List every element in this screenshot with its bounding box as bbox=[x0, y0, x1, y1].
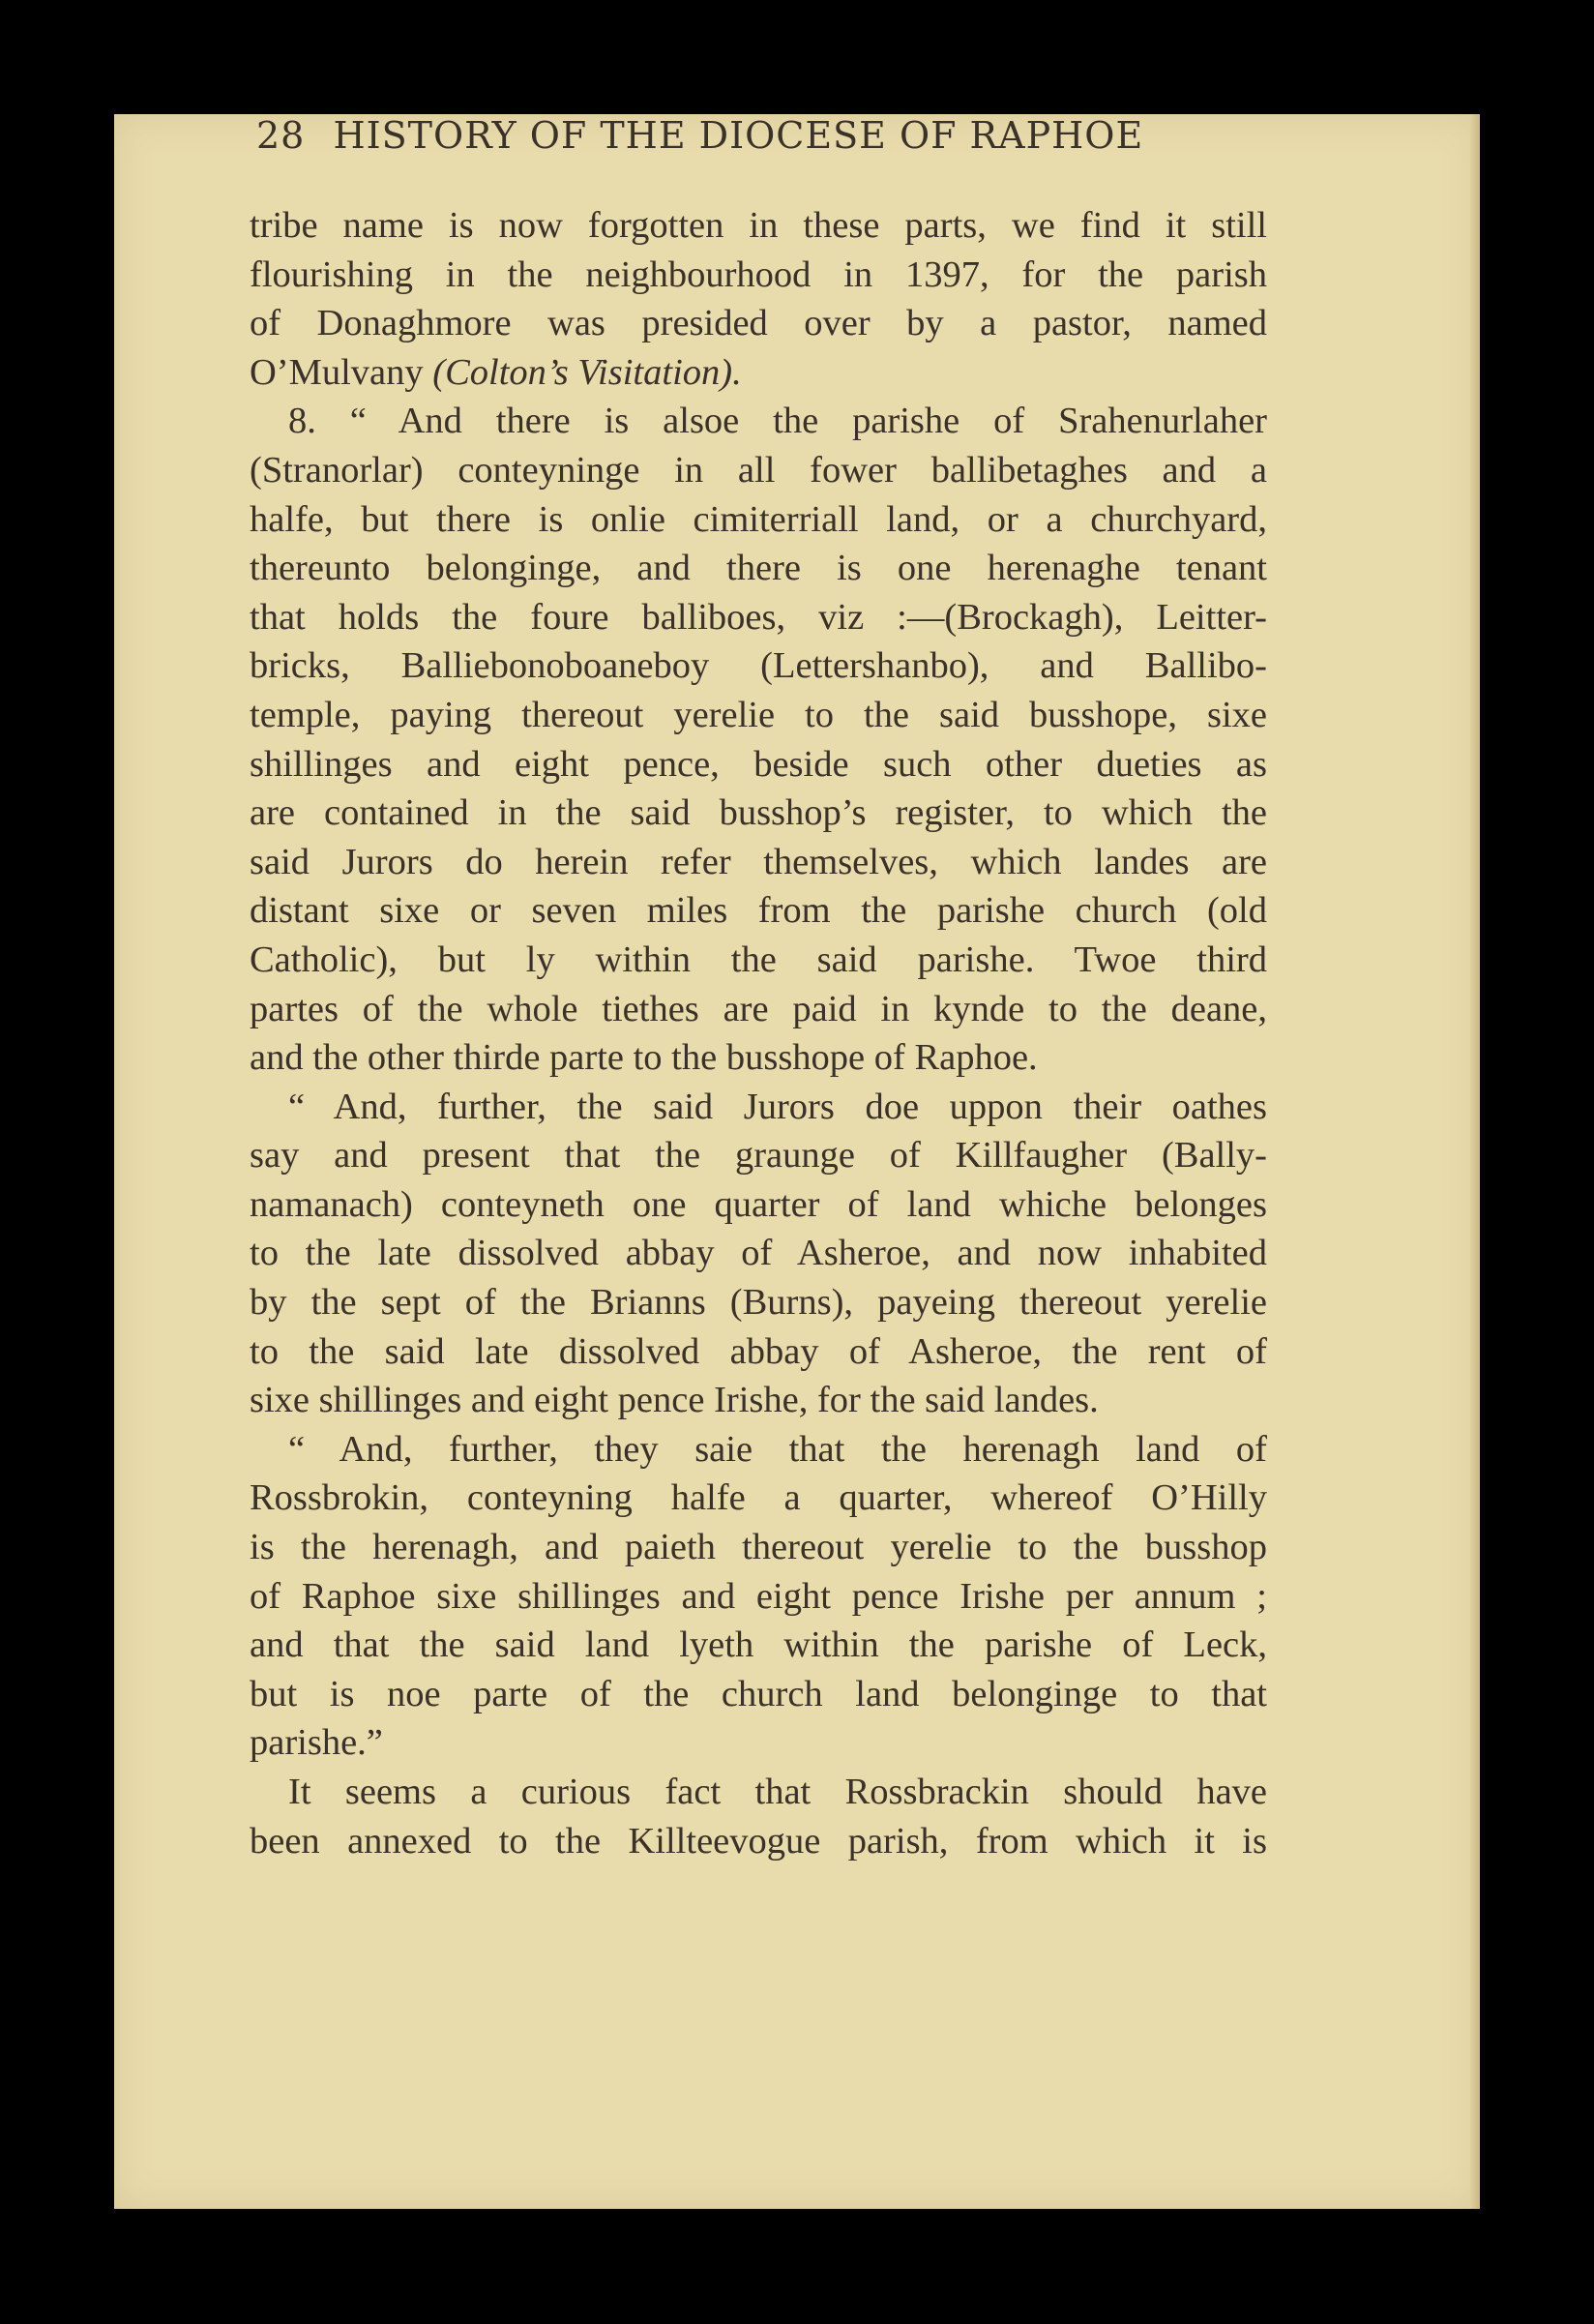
text-line: and that the said land lyeth within the parishe of Leck, bbox=[250, 1624, 1267, 1666]
text-line: sixe shillinges and eight pence Irishe, for the said landes. bbox=[250, 1380, 1099, 1421]
text-line bbox=[250, 348, 1267, 398]
text-line: are contained in the said busshop’s register, to which the bbox=[250, 792, 1267, 834]
text-line: bricks, Balliebonoboaneboy (Lettershanbo), and Ballibo- bbox=[250, 645, 1267, 687]
text-line: partes of the whole tiethes are paid in kynde to the deane, bbox=[250, 988, 1267, 1029]
running-title: HISTORY OF THE DIOCESE OF RAPHOE bbox=[333, 114, 1144, 157]
text-line: temple, paying thereout yerelie to the said busshope, sixe bbox=[250, 694, 1267, 735]
running-head bbox=[256, 114, 1320, 157]
text-line: It seems a curious fact that Rossbrackin should have bbox=[288, 1772, 1267, 1812]
text-line: “ And, further, they saie that the herenagh land of bbox=[288, 1428, 1267, 1470]
text-line-part: O’Mulvany bbox=[250, 351, 424, 393]
text-line: of Donaghmore was presided over by a pastor, named bbox=[250, 303, 1267, 344]
text-line: namanach) conteyneth one quarter of land whiche belonges bbox=[250, 1183, 1267, 1225]
text-line: thereunto belonginge, and there is one herenaghe tenant bbox=[250, 548, 1267, 589]
text-line: that holds the foure balliboes, viz :—(Brockagh), Leitter- bbox=[250, 596, 1267, 638]
text-line: flourishing in the neighbourhood in 1397, for the parish bbox=[250, 253, 1267, 295]
text-line: by the sept of the Brianns (Burns), payeing thereout yerelie bbox=[250, 1282, 1267, 1324]
text-line: of Raphoe sixe shillinges and eight pence Irishe per annum ; bbox=[250, 1575, 1267, 1617]
text-line: tribe name is now forgotten in these parts, we find it still bbox=[250, 205, 1267, 246]
text-line: Catholic), but ly within the said parishe. Twoe third bbox=[250, 939, 1267, 980]
text-line: “ And, further, the said Jurors doe uppon their oathes bbox=[288, 1086, 1267, 1127]
page-number: 28 bbox=[256, 114, 306, 157]
text-line: to the said late dissolved abbay of Asheroe, the rent of bbox=[250, 1330, 1267, 1372]
text-line: 8. “ And there is alsoe the parishe of Srahenurlaher bbox=[288, 401, 1267, 442]
text-line: parishe.” bbox=[250, 1722, 383, 1764]
text-line: and the other thirde parte to the busshope of Raphoe. bbox=[250, 1037, 1038, 1079]
page-edge bbox=[1470, 114, 1480, 2209]
text-line: Rossbrokin, conteyning halfe a quarter, whereof O’Hilly bbox=[250, 1477, 1267, 1519]
text-line: say and present that the graunge of Killfaugher (Bally- bbox=[250, 1135, 1267, 1177]
text-line: to the late dissolved abbay of Asheroe, and now inhabited bbox=[250, 1233, 1267, 1274]
body-text bbox=[250, 201, 1267, 1865]
text-line: been annexed to the Killteevogue parish, from which it is bbox=[250, 1820, 1267, 1862]
text-line: but is noe parte of the church land belonginge to that bbox=[250, 1673, 1267, 1714]
text-line: said Jurors do herein refer themselves, which landes are bbox=[250, 841, 1267, 882]
italic-citation: (Colton’s Visitation). bbox=[432, 351, 742, 393]
text-line: shillinges and eight pence, beside such other dueties as bbox=[250, 743, 1267, 785]
text-line: distant sixe or seven miles from the parishe church (old bbox=[250, 890, 1267, 932]
text-line: (Stranorlar) conteyninge in all fower ballibetaghes and a bbox=[250, 449, 1267, 491]
text-line: halfe, but there is onlie cimiterriall land, or a churchyard, bbox=[250, 498, 1267, 540]
text-line: is the herenagh, and paieth thereout yerelie to the busshop bbox=[250, 1527, 1267, 1568]
